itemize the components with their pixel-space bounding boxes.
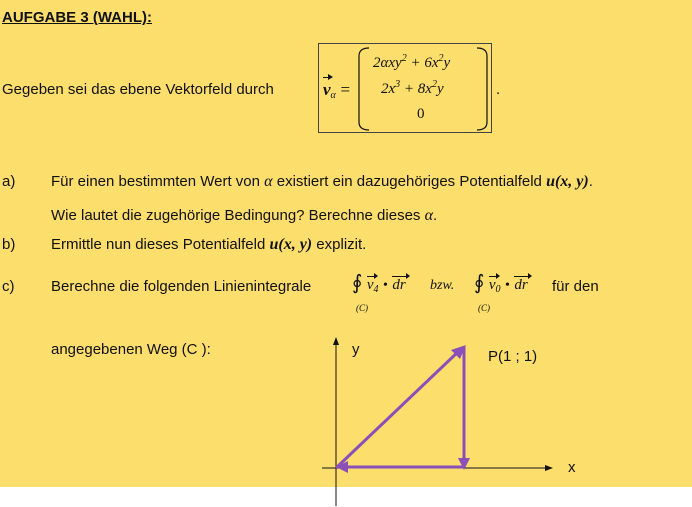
x-axis-arrow-icon xyxy=(545,465,553,471)
potential-u-expr: u(x, y) xyxy=(546,173,589,190)
vector-component-2: $2x^3 + 8x^2y$ xyxy=(381,79,444,97)
task-title: AUFGABE 3 (WAHL): xyxy=(2,9,152,26)
vector-component-1: $2\alpha xy^2 + 6x^2y$ xyxy=(373,53,451,71)
path-segment-diagonal xyxy=(336,350,460,468)
line-integral-1: ∮ $v_4$ • dr xyxy=(352,270,406,295)
item-a-label: a) xyxy=(2,173,16,190)
vector-symbol: v xyxy=(323,80,331,99)
item-b-label: b) xyxy=(2,236,16,253)
contour-label-1: (C) xyxy=(356,303,368,313)
y-axis-arrow-icon xyxy=(333,337,339,345)
item-a-line1: Für einen bestimmten Wert von α existiert ein dazugehöriges Potentialfeld u(x, y). xyxy=(51,173,593,190)
item-c-line2: angegebenen Weg (C ): xyxy=(51,341,211,358)
equals-sign: = xyxy=(340,80,351,99)
alpha-symbol: α xyxy=(264,173,273,190)
item-c-text: Berechne die folgenden Linienintegrale xyxy=(51,278,312,295)
line-integral-2: ∮ $v_0$ • dr xyxy=(474,270,528,295)
bzw-word: bzw. xyxy=(430,278,455,293)
x-axis-label: x xyxy=(568,459,576,476)
path-c xyxy=(336,345,470,473)
intro-text: Gegeben sei das ebene Vektorfeld durch xyxy=(2,81,274,98)
item-a-line2: Wie lautet die zugehörige Bedingung? Berechne dieses α. xyxy=(51,207,438,224)
item-b-text: Ermittle nun dieses Potentialfeld u(x, y) explizit. xyxy=(51,236,367,253)
point-label: P(1 ; 1) xyxy=(488,348,538,365)
y-axis-label: y xyxy=(352,341,360,358)
contour-label-2: (C) xyxy=(478,303,490,313)
item-c-post: für den xyxy=(552,278,599,295)
intro-period: . xyxy=(496,81,501,98)
vector-subscript: α xyxy=(330,90,336,101)
vector-component-3: 0 xyxy=(417,106,425,122)
item-c-label: c) xyxy=(2,278,15,295)
